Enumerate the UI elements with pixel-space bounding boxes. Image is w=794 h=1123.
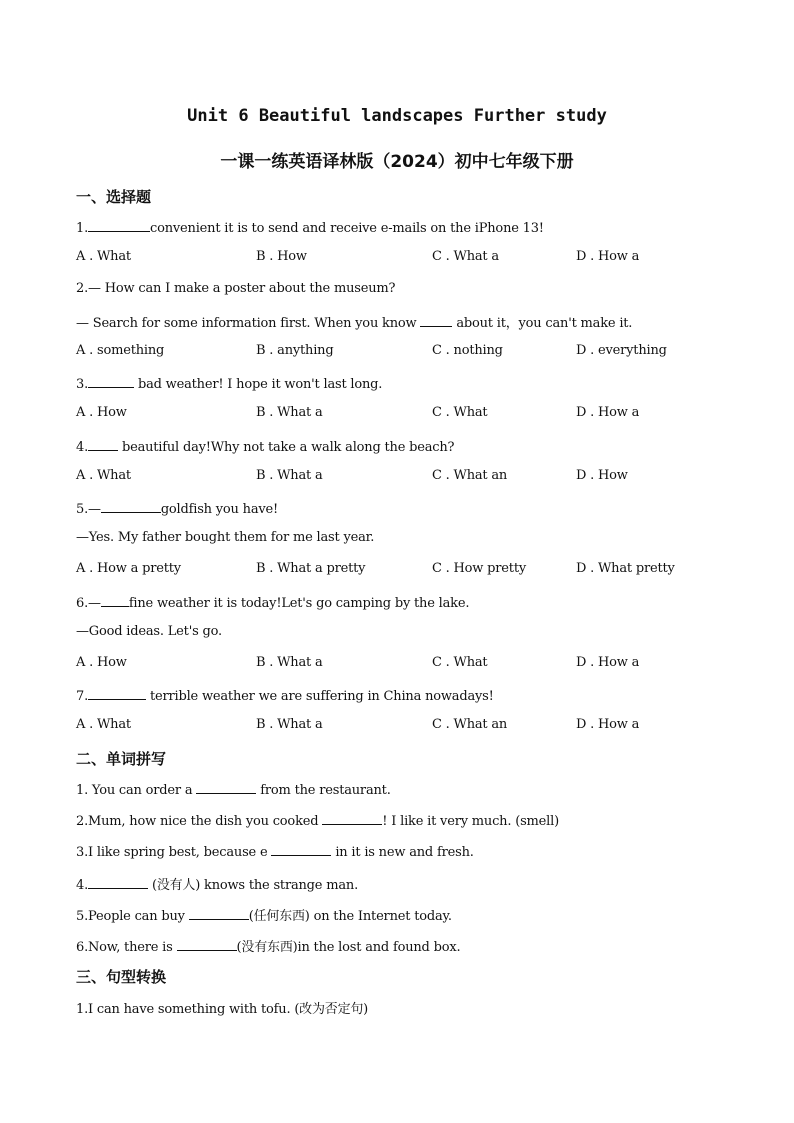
answer-blank bbox=[101, 593, 129, 607]
question-text: from the restaurant. bbox=[256, 783, 391, 798]
answer-blank bbox=[189, 906, 249, 920]
option-c: C . What bbox=[432, 655, 488, 670]
question-text: 1. You can order a bbox=[76, 783, 197, 798]
option-c: C . nothing bbox=[432, 343, 503, 358]
option-d: D . What pretty bbox=[576, 561, 675, 576]
question-text: 2.Mum, how nice the dish you cooked bbox=[76, 814, 323, 829]
option-c: C . What a bbox=[432, 249, 499, 264]
section-heading-choice: 一、选择题 bbox=[76, 188, 152, 206]
option-a: A . What bbox=[76, 717, 131, 732]
question-5 bbox=[76, 499, 278, 517]
option-c: C . What bbox=[432, 405, 488, 420]
question-number: 5.— bbox=[76, 502, 101, 517]
option-a: A . What bbox=[76, 249, 131, 264]
question-5-response: —Yes. My father bought them for me last year. bbox=[76, 530, 375, 545]
option-c: C . What an bbox=[432, 717, 508, 732]
question-number: 4. bbox=[76, 440, 89, 455]
option-b: B . What a bbox=[256, 655, 323, 670]
option-b: B . What a bbox=[256, 717, 323, 732]
answer-blank bbox=[322, 811, 382, 825]
section-heading-spelling: 二、单词拼写 bbox=[76, 750, 167, 768]
option-b: B . How bbox=[256, 249, 307, 264]
question-text: goldfish you have! bbox=[160, 502, 279, 517]
option-d: D . How a bbox=[576, 249, 640, 264]
option-b: B . anything bbox=[256, 343, 334, 358]
question-number: 7. bbox=[76, 689, 89, 704]
option-a: A . something bbox=[76, 343, 165, 358]
question-number: 1. bbox=[76, 221, 89, 236]
option-b: B . What a bbox=[256, 468, 323, 483]
spelling-item-2 bbox=[76, 811, 559, 829]
question-text: 4. bbox=[76, 878, 89, 893]
question-text: bad weather! I hope it won't last long. bbox=[134, 377, 383, 392]
option-a: A . What bbox=[76, 468, 131, 483]
option-d: D . How bbox=[576, 468, 628, 483]
option-c: C . How pretty bbox=[432, 561, 526, 576]
answer-blank bbox=[88, 218, 150, 232]
option-b: B . What a bbox=[256, 405, 323, 420]
question-number: 6.— bbox=[76, 596, 101, 611]
question-text: (任何东西) on the Internet today. bbox=[248, 909, 452, 924]
option-d: D . everything bbox=[576, 343, 667, 358]
spelling-item-1 bbox=[76, 780, 391, 798]
question-text: — Search for some information first. When you know bbox=[76, 316, 421, 331]
answer-blank bbox=[88, 437, 118, 451]
question-text: about it，you can't make it. bbox=[452, 316, 633, 331]
worksheet-subtitle: 一课一练英语译林版（2024）初中七年级下册 bbox=[220, 152, 574, 172]
transform-item-1: 1.I can have something with tofu. (改为否定句) bbox=[76, 1002, 369, 1017]
question-text: 3.I like spring best, because e bbox=[76, 845, 272, 860]
question-2-response bbox=[76, 312, 632, 331]
question-text: convenient it is to send and receive e-mails on the iPhone 13! bbox=[150, 221, 544, 236]
answer-blank bbox=[88, 686, 146, 700]
question-text: 5.People can buy bbox=[76, 909, 189, 924]
question-6 bbox=[76, 593, 469, 611]
question-7 bbox=[76, 686, 494, 704]
option-c: C . What an bbox=[432, 468, 508, 483]
option-d: D . How a bbox=[576, 655, 640, 670]
question-text: fine weather it is today!Let's go camping by the lake. bbox=[128, 596, 470, 611]
option-a: A . How a pretty bbox=[76, 561, 181, 576]
answer-blank bbox=[271, 842, 331, 856]
question-text: terrible weather we are suffering in China nowadays! bbox=[146, 689, 494, 704]
option-a: A . How bbox=[76, 405, 127, 420]
answer-blank bbox=[88, 374, 134, 388]
spelling-item-6 bbox=[76, 936, 460, 955]
question-text: ! I like it very much. (smell) bbox=[382, 814, 559, 829]
answer-blank bbox=[88, 875, 148, 889]
option-d: D . How a bbox=[576, 405, 640, 420]
question-text: (没有人) knows the strange man. bbox=[148, 878, 359, 893]
question-3 bbox=[76, 374, 382, 392]
question-6-response: —Good ideas. Let's go. bbox=[76, 624, 222, 639]
answer-blank bbox=[420, 313, 452, 327]
question-2: 2.— How can I make a poster about the museum? bbox=[76, 281, 396, 296]
worksheet-title: Unit 6 Beautiful landscapes Further study bbox=[187, 106, 607, 126]
question-number: 3. bbox=[76, 377, 89, 392]
question-4 bbox=[76, 437, 454, 455]
answer-blank bbox=[101, 499, 161, 513]
answer-blank bbox=[177, 937, 237, 951]
option-a: A . How bbox=[76, 655, 127, 670]
section-heading-transform: 三、句型转换 bbox=[76, 968, 167, 986]
question-1 bbox=[76, 218, 544, 236]
option-b: B . What a pretty bbox=[256, 561, 366, 576]
question-text: in it is new and fresh. bbox=[331, 845, 474, 860]
spelling-item-4 bbox=[76, 874, 358, 893]
question-text: 6.Now, there is bbox=[76, 940, 177, 955]
option-d: D . How a bbox=[576, 717, 640, 732]
spelling-item-3 bbox=[76, 842, 474, 860]
answer-blank bbox=[196, 780, 256, 794]
question-text: (没有东西)in the lost and found box. bbox=[236, 940, 461, 955]
spelling-item-5 bbox=[76, 905, 452, 924]
question-text: beautiful day!Why not take a walk along the beach? bbox=[118, 440, 455, 455]
